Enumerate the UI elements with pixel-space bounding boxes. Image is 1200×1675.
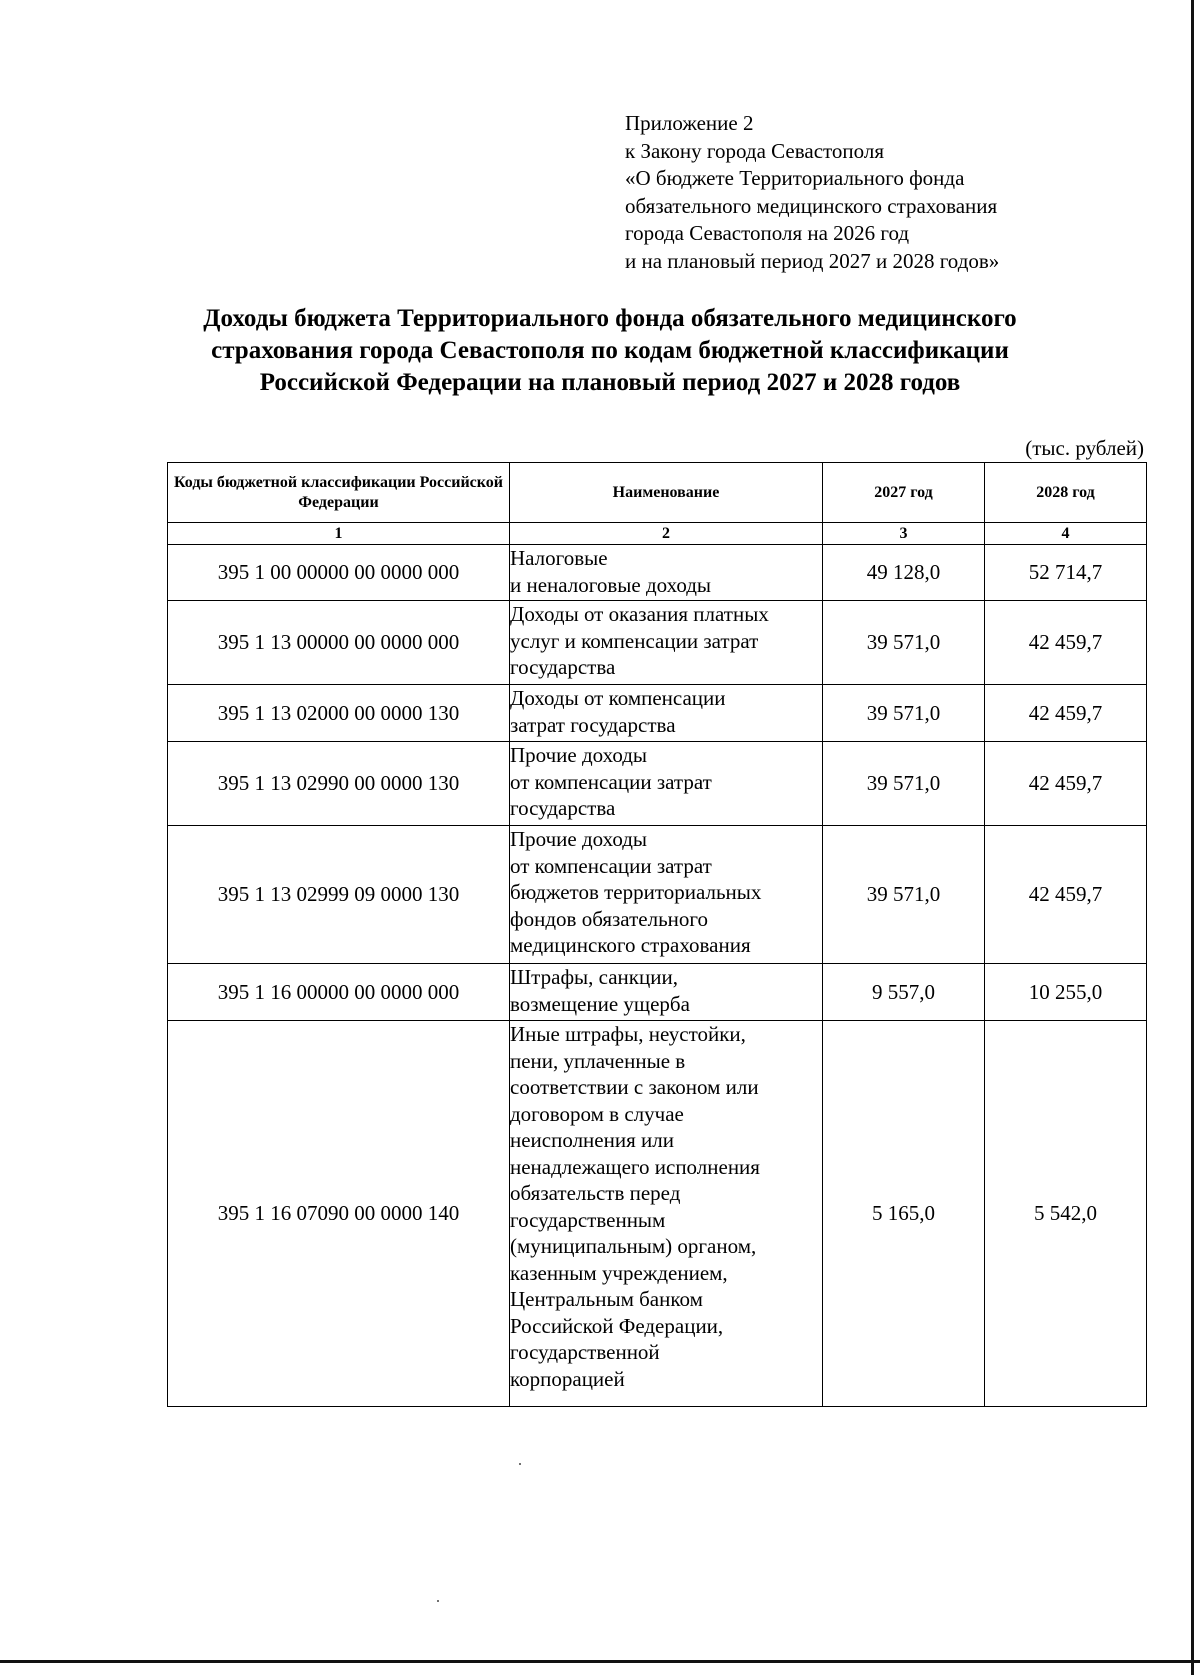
row-code: 395 1 13 02990 00 0000 130 [168, 742, 510, 826]
title-line: Российской Федерации на плановый период 2027 и 2028 годов [259, 369, 961, 396]
row-name-line: и неналоговые доходы [510, 572, 712, 597]
appendix-line: обязательного медицинского страхования [625, 193, 998, 218]
row-name-line: Российской Федерации, [510, 1313, 724, 1338]
table-row [168, 545, 1147, 601]
row-code: 395 1 13 00000 00 0000 000 [168, 601, 510, 685]
row-name-line: государства [510, 655, 616, 679]
row-code: 395 1 13 02999 09 0000 130 [168, 826, 510, 964]
revenue-table [167, 462, 1147, 1407]
title-line: страхования города Севастополя по кодам бюджетной классификации [211, 337, 1009, 364]
row-value-2028: 42 459,7 [985, 742, 1147, 826]
row-name-line: услуг и компенсации затрат [510, 628, 759, 653]
scan-speck [437, 1600, 439, 1602]
row-name-line: казенным учреждением, [510, 1260, 728, 1285]
row-value-2028: 10 255,0 [985, 964, 1147, 1021]
scan-edge-bottom [0, 1660, 1200, 1663]
column-number: 2 [510, 523, 823, 545]
appendix-line: Приложение 2 [625, 111, 754, 135]
header-name: Наименование [510, 463, 823, 523]
row-name-line: Доходы от компенсации [510, 686, 726, 710]
appendix-line: и на плановый период 2027 и 2028 годов» [625, 248, 1000, 273]
table-row [168, 964, 1147, 1021]
appendix-line: к Закону города Севастополя [625, 138, 885, 163]
row-code: 395 1 16 00000 00 0000 000 [168, 964, 510, 1021]
table-row [168, 826, 1147, 964]
row-value-2028: 42 459,7 [985, 685, 1147, 742]
row-name-line: возмещение ущерба [510, 991, 690, 1016]
scan-speck [519, 1463, 521, 1465]
row-name-line: Центральным банком [510, 1287, 703, 1311]
row-value-2027: 39 571,0 [823, 826, 985, 964]
header-2027: 2027 год [823, 463, 985, 523]
row-name-line: Прочие доходы [510, 827, 648, 851]
row-name [510, 964, 823, 1021]
document-title [110, 303, 1110, 399]
appendix-line: города Севастополя на 2026 год [625, 221, 910, 245]
row-name-line: корпорацией [510, 1366, 625, 1391]
row-name-line: договором в случае [510, 1101, 684, 1126]
row-name [510, 826, 823, 964]
row-value-2028: 42 459,7 [985, 601, 1147, 685]
row-name-line: государственной [510, 1340, 660, 1364]
row-name-line: затрат государства [510, 712, 676, 737]
appendix-note [625, 110, 999, 275]
column-number-row [168, 523, 1147, 545]
row-name-line: Доходы от оказания платных [510, 602, 769, 626]
row-name-line: медицинского страхования [510, 933, 751, 957]
header-2028: 2028 год [985, 463, 1147, 523]
row-name-line: пени, уплаченные в [510, 1048, 686, 1073]
table-row [168, 1021, 1147, 1407]
row-name-line: от компенсации затрат [510, 769, 712, 794]
row-value-2028: 52 714,7 [985, 545, 1147, 601]
column-number: 4 [985, 523, 1147, 545]
header-row [168, 463, 1147, 523]
table-row [168, 742, 1147, 826]
row-name [510, 742, 823, 826]
row-name-line: ненадлежащего исполнения [510, 1154, 760, 1179]
row-value-2028: 5 542,0 [985, 1021, 1147, 1407]
row-name [510, 545, 823, 601]
column-number: 1 [168, 523, 510, 545]
table-row [168, 685, 1147, 742]
row-value-2027: 49 128,0 [823, 545, 985, 601]
row-name-line: (муниципальным) органом, [510, 1234, 757, 1258]
units-label: (тыс. рублей) [1025, 436, 1144, 460]
row-code: 395 1 00 00000 00 0000 000 [168, 545, 510, 601]
row-code: 395 1 13 02000 00 0000 130 [168, 685, 510, 742]
column-number: 3 [823, 523, 985, 545]
row-name-line: фондов обязательного [510, 906, 708, 931]
row-name [510, 685, 823, 742]
row-value-2027: 9 557,0 [823, 964, 985, 1021]
row-name-line: соответствии с законом или [510, 1075, 759, 1099]
scan-edge-right [1191, 0, 1194, 1675]
header-code: Коды бюджетной классификации Российской Федерации [168, 463, 510, 523]
row-name-line: Налоговые [510, 546, 608, 570]
row-value-2027: 39 571,0 [823, 601, 985, 685]
row-name-line: бюджетов территориальных [510, 880, 762, 904]
row-code: 395 1 16 07090 00 0000 140 [168, 1021, 510, 1407]
row-value-2028: 42 459,7 [985, 826, 1147, 964]
appendix-line: «О бюджете Территориального фонда [625, 166, 965, 190]
row-value-2027: 39 571,0 [823, 742, 985, 826]
row-name [510, 601, 823, 685]
row-name-line: от компенсации затрат [510, 853, 712, 878]
row-name [510, 1021, 823, 1407]
row-name-line: неисполнения или [510, 1128, 674, 1152]
row-name-line: государства [510, 796, 616, 820]
title-line: Доходы бюджета Территориального фонда обязательного медицинского [203, 305, 1017, 332]
row-name-line: государственным [510, 1207, 666, 1232]
row-value-2027: 39 571,0 [823, 685, 985, 742]
row-value-2027: 5 165,0 [823, 1021, 985, 1407]
row-name-line: Иные штрафы, неустойки, [510, 1022, 746, 1046]
row-name-line: Прочие доходы [510, 743, 648, 767]
table-row [168, 601, 1147, 685]
row-name-line: Штрафы, санкции, [510, 965, 678, 989]
row-name-line: обязательств перед [510, 1181, 681, 1205]
